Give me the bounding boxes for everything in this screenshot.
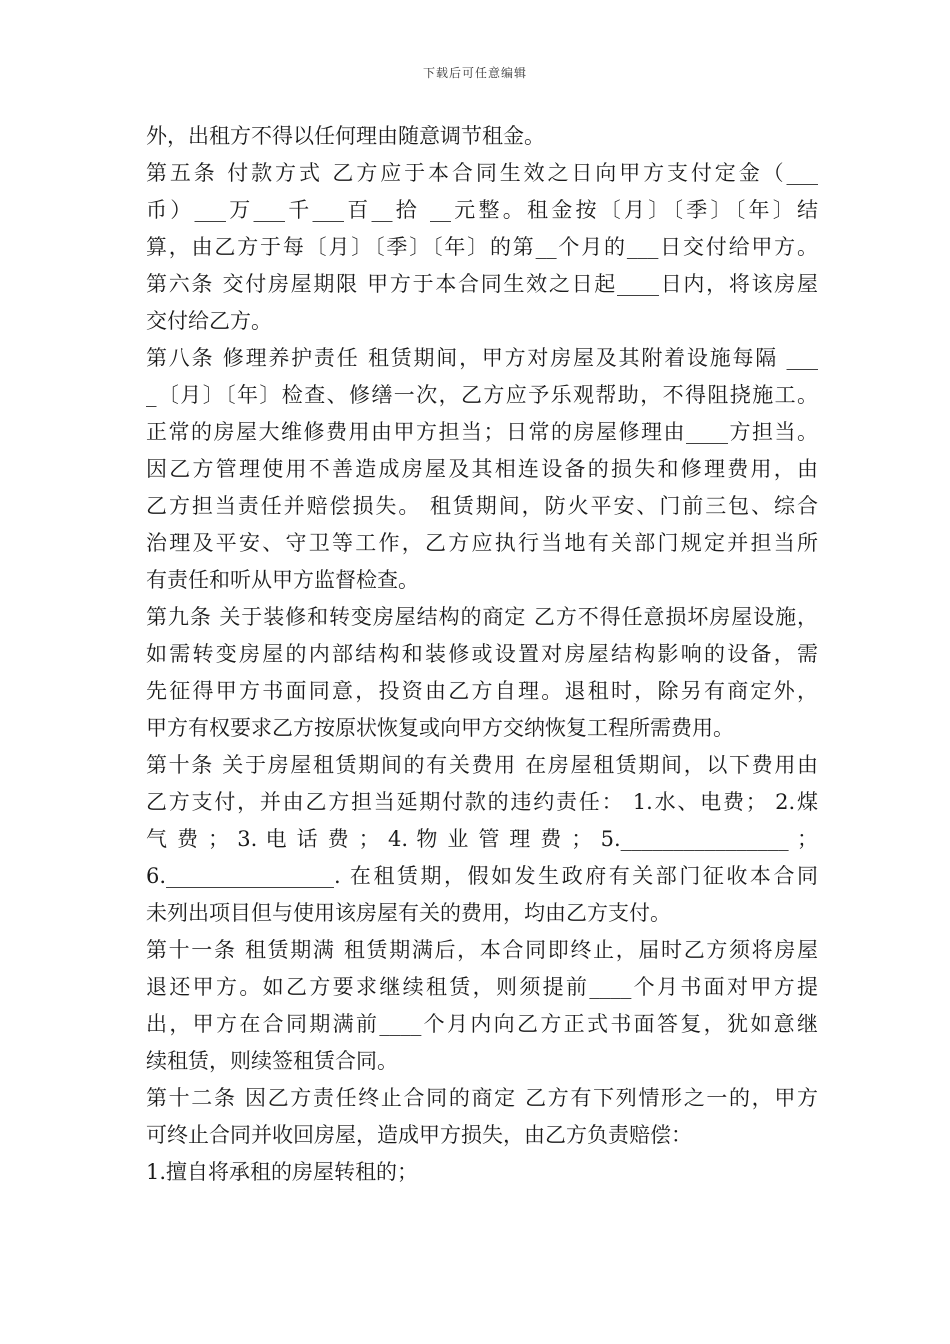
document-line: 因乙方管理使用不善造成房屋及其相连设备的损失和修理费用，由 bbox=[146, 457, 818, 481]
document-line: 乙方担当责任并赔偿损失。 租赁期间，防火平安、门前三包、综合 bbox=[146, 494, 818, 518]
document-line: 第十一条 租赁期满 租赁期满后，本合同即终止，届时乙方须将房屋 bbox=[146, 938, 818, 962]
document-line: 6.________________. 在租赁期，假如发生政府有关部门征收本合同 bbox=[146, 864, 818, 888]
document-line: 如需转变房屋的内部结构和装修或设置对房屋结构影响的设备，需 bbox=[146, 642, 818, 666]
document-line: 气 费 ； 3. 电 话 费 ； 4. 物 业 管 理 费 ； 5.________________ ； bbox=[146, 827, 818, 851]
document-line: 1.擅自将承租的房屋转租的； bbox=[146, 1160, 419, 1184]
document-line: 第八条 修理养护责任 租赁期间，甲方对房屋及其附着设施每隔 ___ bbox=[146, 346, 818, 370]
document-line: 续租赁，则续签租赁合同。 bbox=[146, 1049, 398, 1073]
document-line: 第十二条 因乙方责任终止合同的商定 乙方有下列情形之一的，甲方 bbox=[146, 1086, 818, 1110]
document-line: 第九条 关于装修和转变房屋结构的商定 乙方不得任意损坏房屋设施， bbox=[146, 605, 818, 629]
document-line: 第六条 交付房屋期限 甲方于本合同生效之日起____日内，将该房屋 bbox=[146, 272, 818, 296]
document-line: 甲方有权要求乙方按原状恢复或向甲方交纳恢复工程所需费用。 bbox=[146, 716, 734, 740]
document-line: 币）___万___千___百__拾 __元整。租金按〔月〕〔季〕〔年〕结 bbox=[146, 198, 818, 222]
document-body bbox=[146, 118, 818, 1191]
document-line: 第五条 付款方式 乙方应于本合同生效之日向甲方支付定金（___ bbox=[146, 161, 818, 185]
document-line: _〔月〕〔年〕检查、修缮一次，乙方应予乐观帮助，不得阻挠施工。 bbox=[146, 383, 818, 407]
page-header: 下载后可任意编辑 bbox=[422, 66, 527, 80]
document-line: 第十条 关于房屋租赁期间的有关费用 在房屋租赁期间，以下费用由 bbox=[146, 753, 818, 777]
document-line: 正常的房屋大维修费用由甲方担当；日常的房屋修理由____方担当。 bbox=[146, 420, 818, 444]
document-line: 出，甲方在合同期满前____个月内向乙方正式书面答复，犹如意继 bbox=[146, 1012, 818, 1036]
document-line: 交付给乙方。 bbox=[146, 309, 272, 333]
document-line: 乙方支付，并由乙方担当延期付款的违约责任： 1.水、电费； 2.煤 bbox=[146, 790, 818, 814]
document-line: 可终止合同并收回房屋，造成甲方损失，由乙方负责赔偿： bbox=[146, 1123, 692, 1147]
document-line: 治理及平安、守卫等工作，乙方应执行当地有关部门规定并担当所 bbox=[146, 531, 818, 555]
document-line: 先征得甲方书面同意，投资由乙方自理。退租时，除另有商定外， bbox=[146, 679, 818, 703]
document-line: 退还甲方。如乙方要求继续租赁，则须提前____个月书面对甲方提 bbox=[146, 975, 818, 999]
document-line: 有责任和听从甲方监督检查。 bbox=[146, 568, 419, 592]
document-line: 算，由乙方于每〔月〕〔季〕〔年〕的第__个月的___日交付给甲方。 bbox=[146, 235, 818, 259]
document-line: 外，出租方不得以任何理由随意调节租金。 bbox=[146, 124, 545, 148]
document-line: 未列出项目但与使用该房屋有关的费用，均由乙方支付。 bbox=[146, 901, 671, 925]
